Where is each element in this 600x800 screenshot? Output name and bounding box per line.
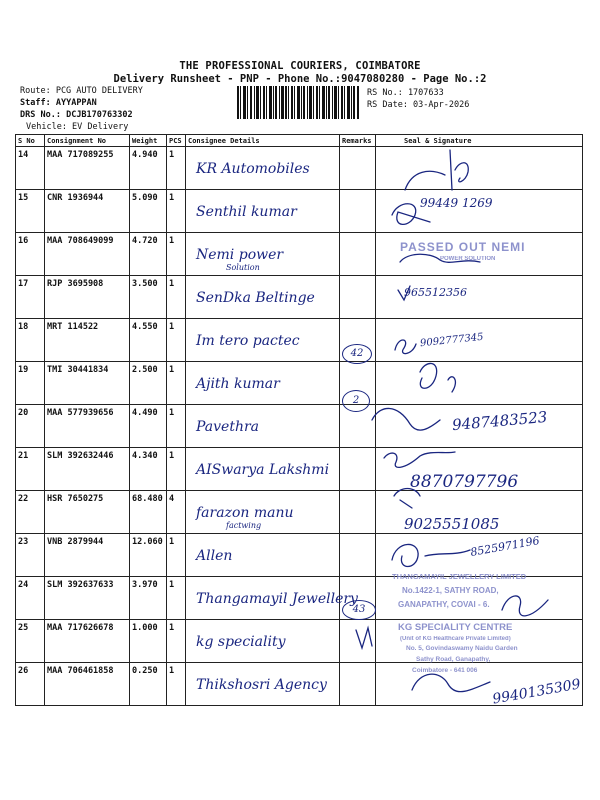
cell-sno: 22 (16, 491, 45, 534)
rs-number: RS No.: 1707633 (367, 88, 444, 98)
cell-consignee (186, 577, 358, 620)
consignee-handwritten: Senthil kumar (196, 204, 297, 220)
cell-consignee (186, 491, 340, 534)
consignee-handwritten-2: factwing (226, 521, 262, 530)
sig-17-phone: 965512356 (404, 286, 467, 299)
col-consignee: Consignee Details (186, 135, 340, 147)
cell-consignment: MAA 577939656 (45, 405, 130, 448)
cell-consignment: MAA 706461858 (45, 663, 130, 706)
consignee-handwritten: SenDka Beltinge (196, 290, 315, 306)
nemi-stamp-line1: PASSED OUT NEMI (400, 240, 526, 254)
rs-date: RS Date: 03-Apr-2026 (367, 100, 470, 110)
table-row (16, 276, 583, 319)
cell-signature (376, 362, 583, 405)
cell-consignment: CNR 1936944 (45, 190, 130, 233)
cell-sno: 15 (16, 190, 45, 233)
kg-stamp-line2: (Unit of KG Healthcare Private Limited) (400, 636, 511, 642)
cell-sno: 24 (16, 577, 45, 620)
consignee-handwritten: Im tero pactec (196, 333, 300, 349)
cell-signature (376, 147, 583, 190)
staff-label: Staff: (20, 98, 51, 108)
sig-22-phone: 9025551085 (404, 515, 500, 533)
cell-sno: 20 (16, 405, 45, 448)
cell-weight: 0.250 (130, 663, 167, 706)
staff-value: AYYAPPAN (55, 98, 97, 108)
cell-consignee (186, 319, 340, 362)
consignee-handwritten: kg speciality (196, 634, 286, 650)
consignee-handwritten: farazon manu (196, 505, 294, 521)
cell-sno: 21 (16, 448, 45, 491)
kg-stamp-line5: Coimbatore - 641 006 (412, 667, 478, 674)
consignee-handwritten: Thikshosri Agency (196, 677, 327, 693)
consignee-handwritten: Thangamayil Jewellery (196, 591, 358, 607)
cell-pcs: 1 (167, 577, 186, 620)
company-title: THE PROFESSIONAL COURIERS, COIMBATORE (179, 60, 421, 72)
cell-consignee (186, 448, 340, 491)
cell-consignee (186, 147, 340, 190)
cell-pcs: 1 (167, 448, 186, 491)
cell-remarks (340, 448, 376, 491)
remark-circle-18: 42 (342, 344, 372, 364)
cell-remarks (340, 147, 376, 190)
cell-consignee (186, 276, 340, 319)
kg-stamp-line1: KG SPECIALITY CENTRE (398, 622, 513, 633)
cell-pcs: 4 (167, 491, 186, 534)
cell-pcs: 1 (167, 233, 186, 276)
col-remarks: Remarks (340, 135, 376, 147)
cell-consignment: MRT 114522 (45, 319, 130, 362)
barcode (237, 86, 359, 119)
cell-consignment: TMI 30441834 (45, 362, 130, 405)
cell-sno: 23 (16, 534, 45, 577)
cell-consignee (186, 362, 340, 405)
drs-value: DCJB170763302 (66, 110, 133, 120)
consignee-handwritten-2: Solution (226, 263, 260, 272)
cell-remarks (340, 663, 376, 706)
sig-26-phone: 9940135309 (491, 676, 582, 708)
cell-pcs: 1 (167, 319, 186, 362)
cell-weight: 4.940 (130, 147, 167, 190)
consignee-handwritten: Nemi power (196, 247, 284, 263)
thangamayil-stamp-line3: GANAPATHY, COVAI - 6. (398, 600, 490, 609)
cell-remarks (340, 620, 376, 663)
cell-weight: 3.500 (130, 276, 167, 319)
cell-pcs: 1 (167, 362, 186, 405)
consignee-handwritten: AISwarya Lakshmi (196, 462, 330, 478)
cell-consignee (186, 534, 340, 577)
route-label: Route: PCG AUTO DELIVERY (20, 86, 143, 96)
cell-consignment: RJP 3695908 (45, 276, 130, 319)
consignee-handwritten: Pavethra (196, 419, 260, 435)
kg-stamp-line4: Sathy Road, Ganapathy, (416, 656, 491, 663)
table-header-row (16, 135, 583, 147)
cell-weight: 2.500 (130, 362, 167, 405)
thangamayil-stamp-line1: THANGAMAYIL JEWELLERY LIMITED (392, 572, 527, 581)
cell-remarks (340, 534, 376, 577)
vehicle-label: Vehicle: EV Delivery (26, 122, 129, 132)
consignee-handwritten: Ajith kumar (196, 376, 280, 392)
cell-signature (376, 233, 583, 276)
cell-consignee (186, 405, 340, 448)
cell-weight: 1.000 (130, 620, 167, 663)
nemi-stamp-line2: POWER SOLUTION (440, 256, 496, 262)
cell-consignment: MAA 708649099 (45, 233, 130, 276)
cell-consignment: MAA 717089255 (45, 147, 130, 190)
col-sno: S No (16, 135, 45, 147)
cell-pcs: 1 (167, 405, 186, 448)
cell-remarks (340, 276, 376, 319)
cell-signature (376, 577, 583, 620)
cell-pcs: 1 (167, 663, 186, 706)
thangamayil-stamp-line2: No.1422-1, SATHY ROAD, (402, 586, 499, 595)
cell-weight: 5.090 (130, 190, 167, 233)
cell-consignment: VNB 2879944 (45, 534, 130, 577)
cell-sno: 17 (16, 276, 45, 319)
cell-remarks (340, 190, 376, 233)
table-row (16, 534, 583, 577)
remark-circle-24: 43 (342, 600, 376, 620)
staff-field (20, 97, 97, 109)
sig-15-phone: 99449 1269 (420, 196, 493, 210)
cell-remarks (340, 233, 376, 276)
cell-pcs: 1 (167, 620, 186, 663)
cell-sno: 25 (16, 620, 45, 663)
cell-sno: 16 (16, 233, 45, 276)
cell-weight: 12.060 (130, 534, 167, 577)
cell-pcs: 1 (167, 190, 186, 233)
cell-weight: 3.970 (130, 577, 167, 620)
drs-label: DRS No.: (20, 110, 61, 120)
cell-consignee (186, 190, 340, 233)
cell-consignment: SLM 392637633 (45, 577, 130, 620)
cell-consignee (186, 663, 340, 706)
cell-consignment: MAA 717626678 (45, 620, 130, 663)
cell-sno: 14 (16, 147, 45, 190)
sig-21-phone: 8870797796 (410, 472, 519, 492)
cell-sno: 19 (16, 362, 45, 405)
sig-20-phone: 9487483523 (451, 407, 549, 435)
sig-18-phone: 9092777345 (419, 331, 485, 350)
cell-remarks (340, 491, 376, 534)
cell-consignee (186, 620, 340, 663)
sig-23-phone: 8525971196 (469, 534, 541, 559)
cell-consignment: HSR 7650275 (45, 491, 130, 534)
remark-circle-20: 2 (342, 390, 370, 412)
cell-consignment: SLM 392632446 (45, 448, 130, 491)
cell-pcs: 1 (167, 147, 186, 190)
col-weight: Weight (130, 135, 167, 147)
cell-weight: 4.340 (130, 448, 167, 491)
col-pcs: PCS (167, 135, 186, 147)
cell-sno: 18 (16, 319, 45, 362)
drs-field (20, 109, 133, 121)
cell-weight: 4.490 (130, 405, 167, 448)
cell-weight: 4.720 (130, 233, 167, 276)
table-row (16, 190, 583, 233)
table-row (16, 233, 583, 276)
consignee-handwritten: KR Automobiles (196, 161, 310, 177)
table-row (16, 362, 583, 405)
runsheet-subtitle: Delivery Runsheet - PNP - Phone No.:9047080280 - Page No.:2 (113, 73, 487, 85)
kg-stamp-line3: No. 5, Govindaswamy Naidu Garden (406, 645, 518, 652)
col-signature: Seal & Signature (376, 135, 583, 147)
cell-pcs: 1 (167, 534, 186, 577)
cell-sno: 26 (16, 663, 45, 706)
table-row (16, 319, 583, 362)
cell-weight: 68.480 (130, 491, 167, 534)
table-row (16, 577, 583, 620)
cell-pcs: 1 (167, 276, 186, 319)
consignee-handwritten: Allen (196, 548, 233, 564)
table-row (16, 147, 583, 190)
cell-consignee (186, 233, 340, 276)
cell-weight: 4.550 (130, 319, 167, 362)
col-consignment: Consignment No (45, 135, 130, 147)
